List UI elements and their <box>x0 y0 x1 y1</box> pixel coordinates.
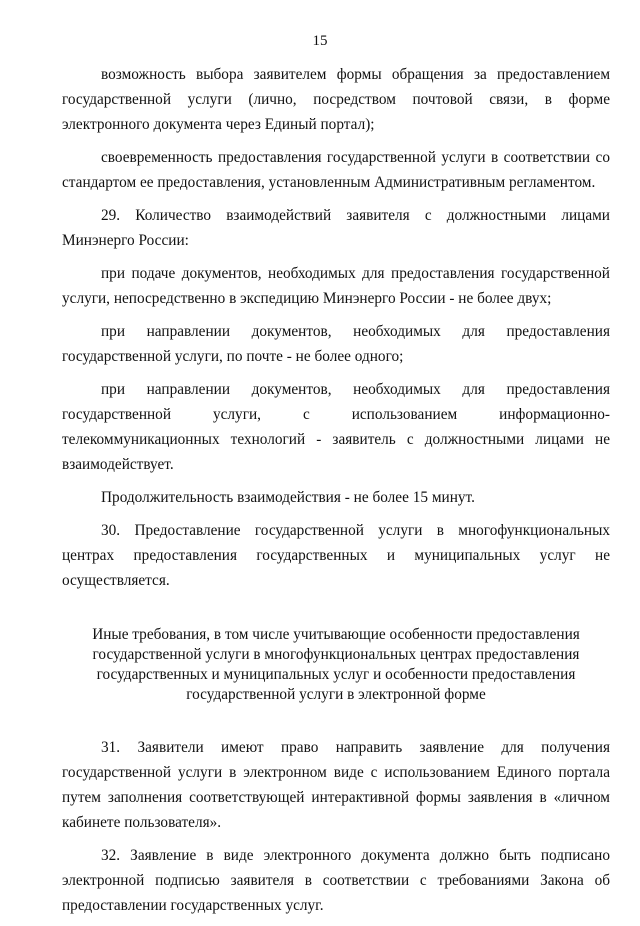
paragraph-submission-in-person: при подаче документов, необходимых для предоставления государственной услуги, непосредственно в экспедицию Минэнерго России - не более двух; <box>62 265 610 307</box>
paragraph-32-electronic-signature: 32. Заявление в виде электронного документа должно быть подписано электронной подписью заявителя в соответствии с требованиями Закона об предоставлении государственных услуг. <box>62 847 610 914</box>
paragraph-submission-electronic: при направлении документов, необходимых для предоставления государственной услуги, с использованием информационно-телекоммуникационных технологий - заявитель с должностными лицами не взаимодействует. <box>62 381 610 473</box>
paragraph-30-mfc: 30. Предоставление государственной услуги в многофункциональных центрах предоставления государственных и муниципальных услуг не осуществляется. <box>62 522 610 589</box>
section-heading-line: Иные требования, в том числе учитывающие особенности предоставления <box>92 626 580 643</box>
paragraph-timeliness: своевременность предоставления государственной услуги в соответствии со стандартом ее предоставления, установленным Административным регламентом. <box>62 149 610 191</box>
paragraph-29-interactions: 29. Количество взаимодействий заявителя с должностными лицами Минэнерго России: <box>62 207 610 249</box>
section-heading-line: государственной услуги в многофункциональных центрах предоставления <box>92 646 580 663</box>
paragraph-interaction-duration: Продолжительность взаимодействия - не более 15 минут. <box>101 489 475 506</box>
paragraph-submission-by-mail: при направлении документов, необходимых для предоставления государственной услуги, по почте - не более одного; <box>62 323 610 365</box>
section-heading-line: государственных и муниципальных услуг и особенности предоставления <box>96 666 576 683</box>
document-body <box>62 62 610 926</box>
paragraph-31-electronic-application: 31. Заявители имеют право направить заявление для получения государственной услуги в электронном виде с использованием Единого портала путем заполнения соответствующей интерактивной формы заявления в «личном кабинете пользователя». <box>62 739 610 831</box>
section-heading <box>62 625 610 705</box>
paragraph-application-form-choice: возможность выбора заявителем формы обращения за предоставлением государственной услуги (лично, посредством почтовой связи, в форме электронного документа через Единый портал); <box>62 66 610 133</box>
section-heading-line: государственной услуги в электронной форме <box>186 686 486 703</box>
page-number: 15 <box>312 33 328 49</box>
